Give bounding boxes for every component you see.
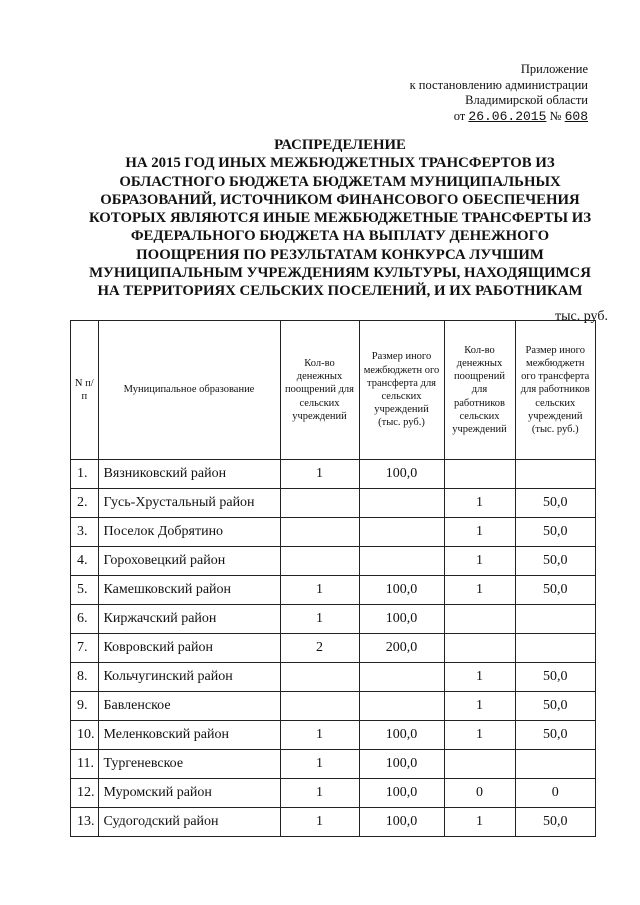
cell-row-number: 7.: [71, 634, 99, 663]
cell-amount-workers: 50,0: [515, 808, 596, 837]
cell-amount-institutions: 100,0: [359, 576, 444, 605]
date-prefix: от: [453, 108, 466, 123]
cell-row-number: 2.: [71, 489, 99, 518]
cell-count-institutions: 1: [280, 808, 359, 837]
table-row: [71, 460, 596, 489]
appendix-line: к постановлению администрации: [409, 77, 588, 92]
cell-count-workers: 1: [444, 489, 515, 518]
cell-amount-institutions: 100,0: [359, 808, 444, 837]
table-row: [71, 489, 596, 518]
header-amount-workers: Размер иного межбюджетн ого трансферта для работников сельских учреждений (тыс. руб.): [515, 321, 596, 460]
cell-amount-institutions: [359, 547, 444, 576]
cell-count-institutions: [280, 518, 359, 547]
cell-amount-workers: 50,0: [515, 721, 596, 750]
cell-count-institutions: [280, 489, 359, 518]
table-row: [71, 750, 596, 779]
cell-count-institutions: 1: [280, 460, 359, 489]
table-row: [71, 605, 596, 634]
cell-amount-workers: 50,0: [515, 692, 596, 721]
table-row: [71, 634, 596, 663]
cell-count-institutions: 1: [280, 576, 359, 605]
cell-count-institutions: [280, 547, 359, 576]
title-line: ОБРАЗОВАНИЙ, ИСТОЧНИКОМ ФИНАНСОВОГО ОБЕСПЕЧЕНИЯ: [100, 191, 580, 208]
cell-amount-institutions: 100,0: [359, 721, 444, 750]
cell-count-workers: 0: [444, 779, 515, 808]
title-line: НА ТЕРРИТОРИЯХ СЕЛЬСКИХ ПОСЕЛЕНИЙ, И ИХ РАБОТНИКАМ: [97, 283, 583, 300]
cell-amount-institutions: [359, 518, 444, 547]
header-municipality: Муниципальное образование: [98, 321, 280, 460]
title-line: ПООЩРЕНИЯ ПО РЕЗУЛЬТАТАМ КОНКУРСА ЛУЧШИМ: [136, 246, 544, 263]
cell-amount-workers: [515, 460, 596, 489]
cell-count-institutions: 1: [280, 605, 359, 634]
header-count-institutions: Кол-во денежных поощрений для сельских учреждений: [280, 321, 359, 460]
table-row: [71, 721, 596, 750]
cell-amount-workers: [515, 605, 596, 634]
cell-count-institutions: 2: [280, 634, 359, 663]
cell-amount-workers: 50,0: [515, 576, 596, 605]
title-line: НА 2015 ГОД ИНЫХ МЕЖБЮДЖЕТНЫХ ТРАНСФЕРТОВ ИЗ: [125, 155, 555, 172]
cell-municipality: Гороховецкий район: [98, 547, 280, 576]
cell-row-number: 12.: [71, 779, 99, 808]
resolution-date: 26.06.2015: [468, 108, 547, 124]
table-row: [71, 808, 596, 837]
cell-count-workers: 1: [444, 663, 515, 692]
header-amount-institutions: Размер иного межбюджетн ого трансферта для сельских учреждений (тыс. руб.): [359, 321, 444, 460]
document-title: [40, 136, 640, 301]
cell-count-institutions: [280, 663, 359, 692]
table-header-row: [71, 321, 596, 460]
cell-amount-institutions: [359, 692, 444, 721]
distribution-table: [70, 320, 596, 837]
header-count-workers: Кол-во денежных поощрений для работников сельских учреждений: [444, 321, 515, 460]
appendix-date-line: [410, 109, 588, 125]
cell-amount-institutions: 100,0: [359, 750, 444, 779]
cell-municipality: Вязниковский район: [98, 460, 280, 489]
cell-amount-institutions: [359, 663, 444, 692]
cell-row-number: 4.: [71, 547, 99, 576]
cell-row-number: 9.: [71, 692, 99, 721]
cell-count-institutions: 1: [280, 750, 359, 779]
cell-count-workers: 1: [444, 576, 515, 605]
cell-count-institutions: 1: [280, 779, 359, 808]
table-row: [71, 547, 596, 576]
cell-count-workers: 1: [444, 547, 515, 576]
cell-count-workers: 1: [444, 692, 515, 721]
cell-municipality: Кольчугинский район: [98, 663, 280, 692]
cell-municipality: Судогодский район: [98, 808, 280, 837]
title-line: МУНИЦИПАЛЬНЫМ УЧРЕЖДЕНИЯМ КУЛЬТУРЫ, НАХОДЯЩИМСЯ: [89, 265, 591, 282]
appendix-line: Владимирской области: [465, 93, 588, 107]
title-line: ФЕДЕРАЛЬНОГО БЮДЖЕТА НА ВЫПЛАТУ ДЕНЕЖНОГО: [130, 228, 550, 245]
table-row: [71, 779, 596, 808]
cell-row-number: 3.: [71, 518, 99, 547]
title-line: ОБЛАСТНОГО БЮДЖЕТА БЮДЖЕТАМ МУНИЦИПАЛЬНЫХ: [119, 173, 561, 190]
cell-municipality: Бавленское: [98, 692, 280, 721]
cell-amount-workers: 50,0: [515, 518, 596, 547]
resolution-number: 608: [564, 108, 588, 124]
table-row: [71, 663, 596, 692]
cell-municipality: Муромский район: [98, 779, 280, 808]
cell-count-institutions: [280, 692, 359, 721]
cell-count-institutions: 1: [280, 721, 359, 750]
cell-municipality: Киржачский район: [98, 605, 280, 634]
cell-row-number: 13.: [71, 808, 99, 837]
cell-municipality: Гусь-Хрустальный район: [98, 489, 280, 518]
cell-municipality: Тургеневское: [98, 750, 280, 779]
cell-count-workers: [444, 605, 515, 634]
cell-amount-institutions: [359, 489, 444, 518]
cell-count-workers: [444, 460, 515, 489]
cell-amount-workers: [515, 634, 596, 663]
table-row: [71, 692, 596, 721]
cell-row-number: 11.: [71, 750, 99, 779]
cell-amount-workers: [515, 750, 596, 779]
cell-count-workers: 1: [444, 808, 515, 837]
cell-amount-institutions: 200,0: [359, 634, 444, 663]
cell-amount-workers: 50,0: [515, 663, 596, 692]
cell-row-number: 1.: [71, 460, 99, 489]
cell-row-number: 6.: [71, 605, 99, 634]
cell-row-number: 10.: [71, 721, 99, 750]
cell-municipality: Поселок Добрятино: [98, 518, 280, 547]
cell-row-number: 5.: [71, 576, 99, 605]
title-line: РАСПРЕДЕЛЕНИЕ: [274, 137, 406, 153]
number-sign: №: [549, 108, 562, 123]
cell-amount-institutions: 100,0: [359, 460, 444, 489]
cell-count-workers: [444, 634, 515, 663]
cell-count-workers: [444, 750, 515, 779]
units-label: тыс. руб.: [555, 309, 608, 324]
appendix-block: [410, 62, 588, 124]
table-row: [71, 576, 596, 605]
cell-amount-workers: 0: [515, 779, 596, 808]
cell-amount-workers: 50,0: [515, 547, 596, 576]
cell-municipality: Ковровский район: [98, 634, 280, 663]
cell-amount-institutions: 100,0: [359, 605, 444, 634]
cell-municipality: Камешковский район: [98, 576, 280, 605]
cell-row-number: 8.: [71, 663, 99, 692]
cell-amount-workers: 50,0: [515, 489, 596, 518]
cell-municipality: Меленковский район: [98, 721, 280, 750]
title-line: КОТОРЫХ ЯВЛЯЮТСЯ ИНЫЕ МЕЖБЮДЖЕТНЫЕ ТРАНСФЕРТЫ ИЗ: [88, 210, 592, 227]
table-row: [71, 518, 596, 547]
cell-amount-institutions: 100,0: [359, 779, 444, 808]
cell-count-workers: 1: [444, 721, 515, 750]
appendix-line: Приложение: [520, 62, 588, 76]
header-number: N п/п: [71, 321, 99, 460]
cell-count-workers: 1: [444, 518, 515, 547]
